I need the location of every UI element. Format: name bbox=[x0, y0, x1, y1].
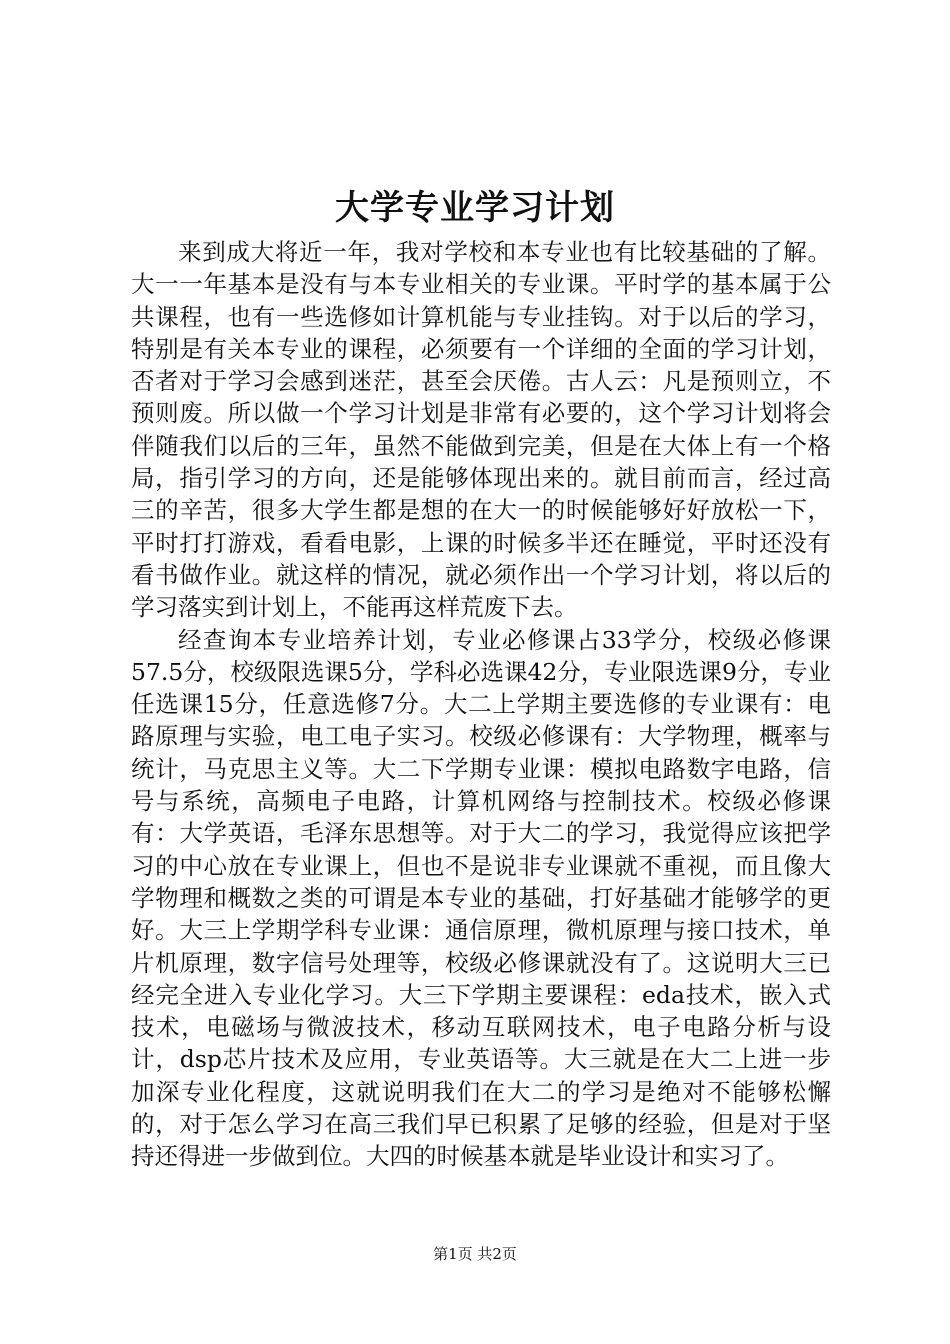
paragraph-1: 来到成大将近一年，我对学校和本专业也有比较基础的了解。大一一年基本是没有与本专业相关的专业课。平时学的基本属于公共课程，也有一些选修如计算机能与专业挂钩。对于以后的学习，特别是有关本专业的课程，必须要有一个详细的全面的学习计划，否者对于学习会感到迷茫，甚至会厌倦。古人云：凡是预则立，不预则废。所以做一个学习计划是非常有必要的，这个学习计划将会伴随我们以后的三年，虽然不能做到完美，但是在大体上有一个格局，指引学习的方向，还是能够体现出来的。就目前而言，经过高三的辛苦，很多大学生都是想的在大一的时候能够好好放松一下，平时打打游戏，看看电影，上课的时候多半还在睡觉，平时还没有看书做作业。就这样的情况，就必须作出一个学习计划，将以后的学习落实到计划上，不能再这样荒废下去。 bbox=[131, 238, 831, 622]
page-number-footer: 第1页 共2页 bbox=[433, 1245, 517, 1263]
paragraph-2: 经查询本专业培养计划，专业必修课占33学分，校级必修课57.5分，校级限选课5分，学科必选课42分，专业限选课9分，专业任选课15分，任意选修7分。大二上学期主要选修的专业课有：电路原理与实验，电工电子实习。校级必修课有：大学物理，概率与统计，马克思主义等。大二下学期专业课：模拟电路数字电路，信号与系统，高频电子电路，计算机网络与控制技术。校级必修课有：大学英语，毛泽东思想等。对于大二的学习，我觉得应该把学习的中心放在专业课上，但也不是说非专业课就不重视，而且像大学物理和概数之类的可谓是本专业的基础，打好基础才能够学的更好。大三上学期学科专业课：通信原理，微机原理与接口技术，单片机原理，数字信号处理等，校级必修课就没有了。这说明大三已经完全进入专业化学习。大三下学期主要课程：eda技术，嵌入式技术，电磁场与微波技术，移动互联网技术，电子电路分析与设计，dsp芯片技术及应用，专业英语等。大三就是在大二上进一步加深专业化程度，这就说明我们在大二的学习是绝对不能够松懈的，对于怎么学习在高三我们早已积累了足够的经验，但是对于坚持还得进一步做到位。大四的时候基本就是毕业设计和实习了。 bbox=[131, 625, 831, 1171]
document-title: 大学专业学习计划 bbox=[335, 188, 615, 228]
document-body bbox=[131, 236, 831, 1173]
